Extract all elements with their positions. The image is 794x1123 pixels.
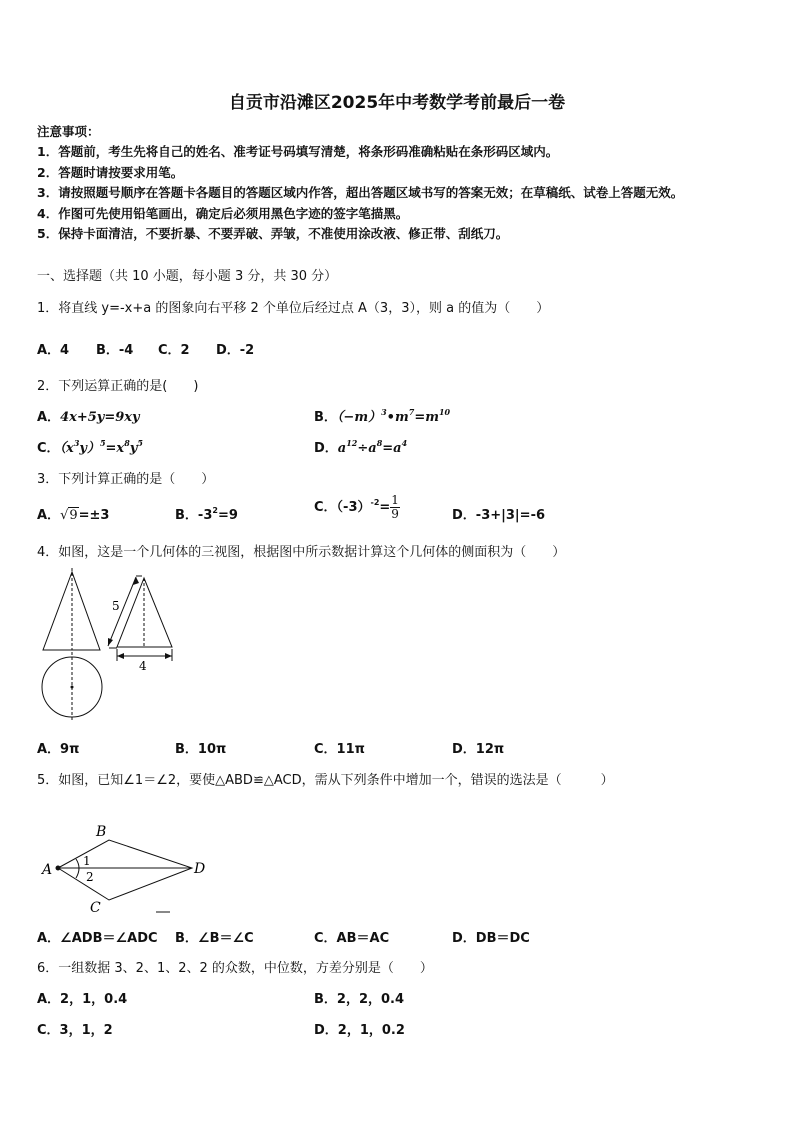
quadrilateral-figure (36, 820, 216, 916)
q2-option-b: B．$(-m)^3•m^7=m^{10}$ (314, 407, 451, 425)
label-angle-2: 2 (86, 870, 94, 884)
base-length-label: 4 (139, 659, 147, 673)
q5-option-b: B．∠B＝∠C (175, 931, 254, 946)
q5-option-a: A．∠ADB＝∠ADC (37, 931, 158, 946)
arrow-head (117, 653, 124, 659)
q1-option-b: B．-4 (96, 343, 134, 358)
q3-option-a: A．√9=±3 (37, 508, 110, 523)
q3-option-b: B．$-3^2=9$ (175, 506, 238, 523)
notes-heading: 注意事项： (37, 124, 100, 139)
q1-option-a: A．4 (37, 343, 70, 358)
q2-option-a: A．4x+5y=9xy (37, 410, 140, 425)
q4-option-d: D．12π (452, 742, 505, 757)
q1-option-d: D．-2 (216, 343, 255, 358)
q3-option-d: D．-3+|3|=-6 (452, 508, 546, 523)
question-6-stem: 6．一组数据 3、2、1、2、2 的众数，中位数，方差分别是（ ） (37, 961, 433, 976)
label-b: B (96, 824, 107, 840)
arrow-head (108, 638, 113, 646)
slant-length-label: 5 (112, 599, 120, 613)
note-item: 3．请按照题号顺序在答题卡各题目的答题区域内作答，超出答题区域书写的答案无效；在草稿纸、试卷上答题无效。 (37, 185, 684, 200)
label-d: D (194, 861, 206, 877)
label-c: C (90, 900, 101, 916)
question-3-stem: 3．下列计算正确的是（ ） (37, 472, 215, 487)
q2-option-c: C．$(x^3y)^5=x^8y^5$ (37, 438, 143, 456)
question-2-stem: 2．下列运算正确的是( ) (37, 379, 199, 394)
point-a (56, 866, 61, 871)
sqrt-symbol: √9 (60, 508, 78, 523)
figure-outline (58, 840, 192, 900)
question-1-stem: 1．将直线 y=-x+a 的图象向右平移 2 个单位后经过点 A（3，3），则 a 的值为（ ） (37, 301, 550, 316)
note-item: 4．作图可先使用铅笔画出，确定后必须用黑色字迹的签字笔描黑。 (37, 206, 409, 221)
three-view-figure (36, 568, 186, 724)
q6-option-a: A．2，1，0.4 (37, 992, 128, 1007)
arrow-head (165, 653, 172, 659)
q4-option-c: C．11π (314, 742, 365, 757)
page-title: 自贡市沿滩区2025年中考数学考前最后一卷 (228, 93, 566, 113)
q6-option-c: C．3，1，2 (37, 1023, 113, 1038)
q3-option-c: C．$(-3)^{-2}=$ $\frac{1}{9}$ (314, 493, 399, 521)
center-point (71, 686, 74, 689)
q4-option-a: A．9π (37, 742, 80, 757)
q5-option-d: D．DB＝DC (452, 931, 530, 946)
note-item: 2．答题时请按要求用笔。 (37, 165, 184, 180)
section-heading: 一、选择题（共 10 小题，每小题 3 分，共 30 分） (37, 269, 338, 284)
q6-option-b: B．2，2，0.4 (314, 992, 405, 1007)
q5-option-c: C．AB＝AC (314, 931, 390, 946)
label-a: A (42, 862, 53, 878)
label-angle-1: 1 (83, 854, 91, 868)
q2-option-d: D．$a^{12}\div a^8=a^4$ (314, 438, 408, 456)
note-item: 1．答题前，考生先将自己的姓名、准考证号码填写清楚，将条形码准确粘贴在条形码区域内。 (37, 144, 559, 159)
q6-option-d: D．2，1，0.2 (314, 1023, 405, 1038)
fraction: $\frac{1}{9}$ (391, 493, 399, 521)
question-4-stem: 4．如图，这是一个几何体的三视图，根据图中所示数据计算这个几何体的侧面积为（ ） (37, 545, 566, 560)
question-5-stem: 5．如图，已知∠1＝∠2，要使△ABD≌△ACD，需从下列条件中增加一个，错误的选法是（ ） (37, 773, 614, 788)
q1-option-c: C．2 (158, 343, 190, 358)
q4-option-b: B．10π (175, 742, 227, 757)
note-item: 5．保持卡面清洁，不要折暴、不要弄破、弄皱，不准使用涂改液、修正带、刮纸刀。 (37, 226, 509, 241)
